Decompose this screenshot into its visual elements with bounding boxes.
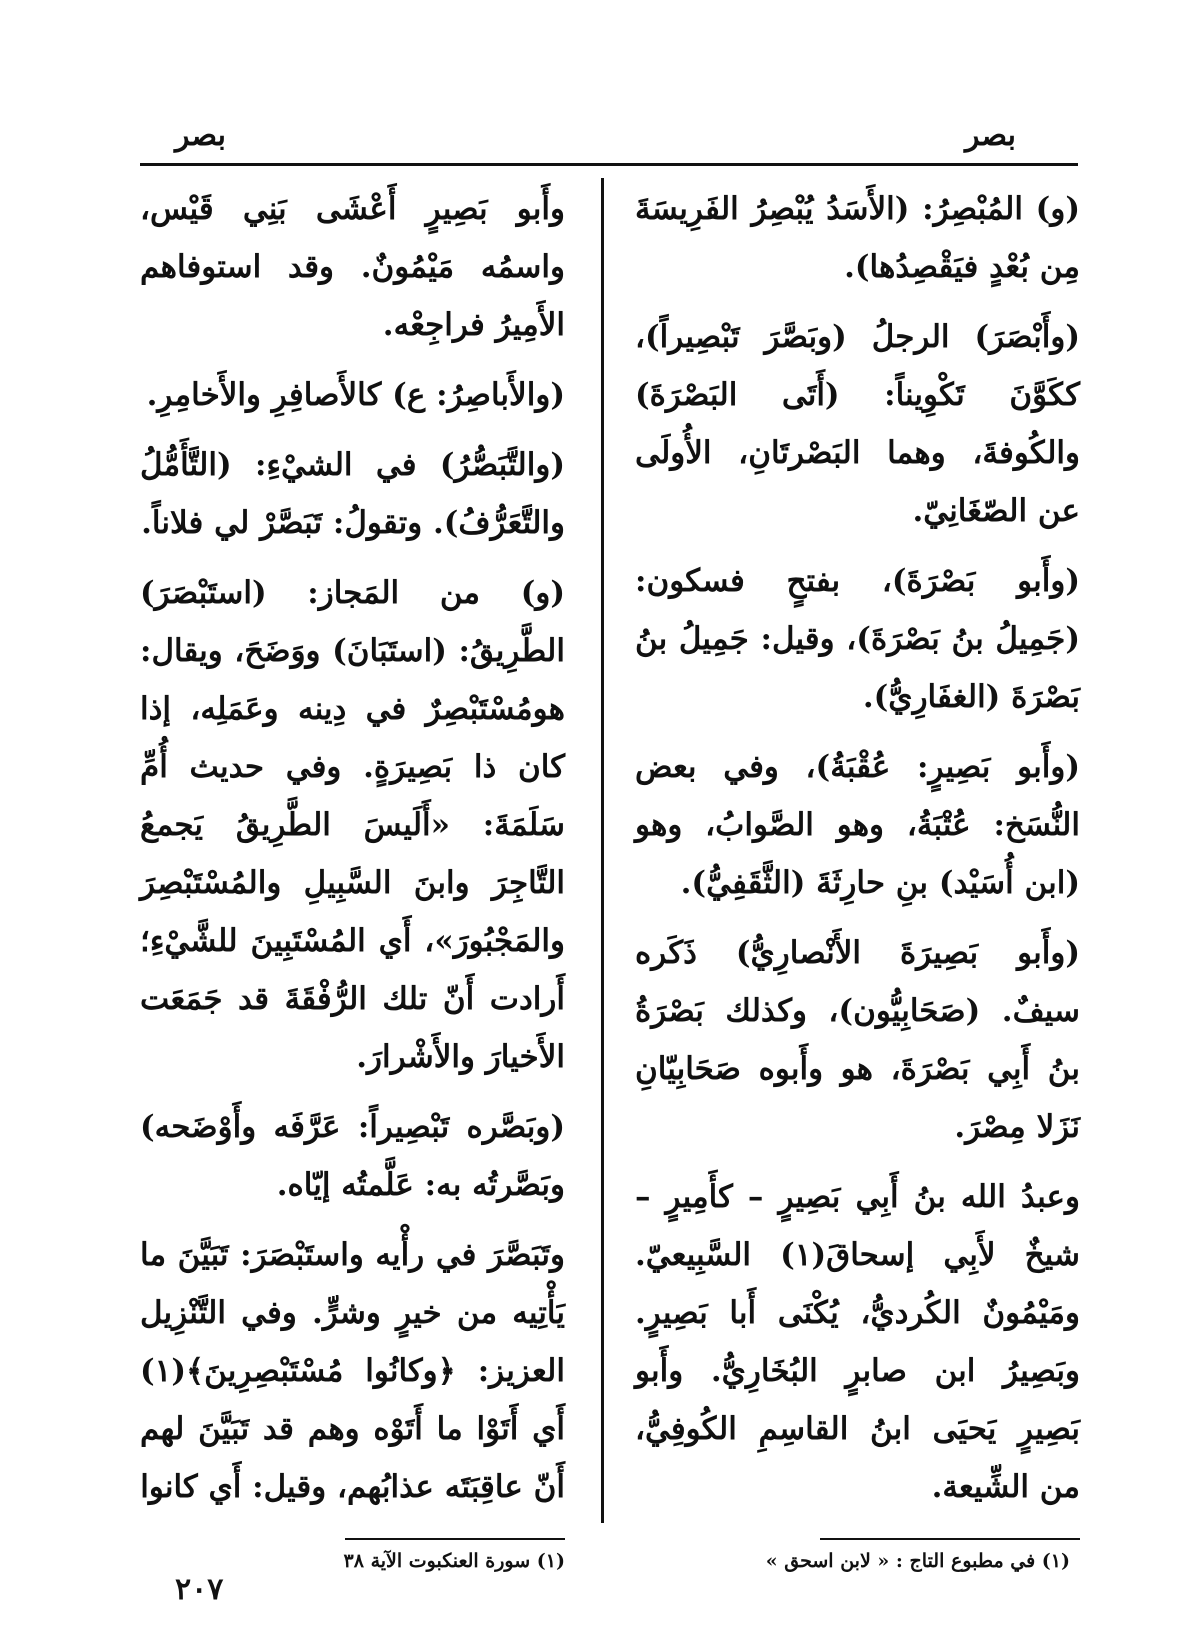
running-header-right: بصر: [965, 118, 1016, 153]
right-paragraph: (وأَبْصَرَ) الرجلُ (وبَصَّرَ تَبْصِيراً)، ككَوَّنَ تَكْوِيناً: (أَتَى البَصْرَةَ) والكُوفةَ، وهما البَصْرتَانِ، الأُولَى عن الصّغَانِيّ.: [635, 319, 1080, 529]
footnote-left: (١) سورة العنكبوت الآية ٣٨: [343, 1550, 565, 1572]
footnote-right: (١) في مطبوع التاج : « لابن اسحق »: [765, 1550, 1070, 1572]
column-divider: [601, 178, 604, 1523]
right-paragraph: (وأَبو بَصْرَةَ)، بفتحٍ فسكون: (جَمِيلُ بنُ بَصْرَةَ)، وقيل: جَمِيلُ بنُ بَصْرَةَ (الغفَارِيُّ).: [635, 563, 1080, 715]
left-paragraph: (و) من المَجاز: (استَبْصَرَ) الطَّرِيقُ: (استَبَانَ) ووَضَحَ، ويقال: هومُسْتَبْصِرٌ في دِينه وعَمَلِه، إذا كان ذا بَصِيرَةٍ. وفي حديث أُمِّ سَلَمَةَ: «أَلَيسَ الطَّرِيقُ يَجمعُ التَّاجِرَ وابنَ السَّبِيلِ والمُسْتَبْصِرَ والمَجْبُورَ»، أَي المُسْتَبِينَ للشَّيْءِ؛ أَرادت أَنّ تلك الرُّفْقَةَ قد جَمَعَت الأَخيارَ والأَشْرارَ.: [140, 575, 565, 1075]
left-column: [140, 180, 565, 1528]
left-paragraph: وأَبو بَصِيرٍ أَعْشَى بَنِي قَيْس، واسمُه مَيْمُونٌ. وقد استوفاهم الأَمِيرُ فراجِعْه.: [140, 191, 565, 343]
left-paragraph: (وبَصَّره تَبْصِيراً: عَرَّفَه وأَوْضَحه) وبَصَّرتُه به: عَلَّمتُه إيّاه.: [140, 1109, 565, 1203]
left-paragraph: (والتَّبَصُّرُ) في الشيْءِ: (التَّأَمُّلُ والتَّعَرُّفُ). وتقولُ: تَبَصَّرْ لي فلاناً.: [140, 447, 565, 541]
running-header-left: بصر: [175, 118, 226, 153]
right-column: [635, 180, 1080, 1528]
page-number: ٢٠٧: [175, 1572, 224, 1607]
right-paragraph: (وأَبو بَصِيرَةَ الأَنْصارِيُّ) ذَكَره سيفٌ. (صَحَابِيُّون)، وكذلك بَصْرَةُ بنُ أَبِي بَصْرَةَ، هو وأَبوه صَحَابِيّانِ نَزَلا مِصْرَ.: [635, 935, 1080, 1145]
footnote-rule-left: [345, 1538, 565, 1540]
header-rule: [140, 163, 1078, 166]
footnote-rule-right: [820, 1538, 1080, 1540]
right-paragraph: (وأَبو بَصِيرٍ: عُقْبَةُ)، وفي بعض النُّسَخ: عُتْبَةُ، وهو الصَّوابُ، وهو (ابن أُسَيْد) بنِ حارِثَةَ (الثَّقَفِيُّ).: [635, 749, 1080, 901]
left-paragraph: وتَبَصَّرَ في رأْيه واستَبْصَرَ: تَبَيَّنَ ما يَأْتِيه من خيرٍ وشرٍّ. وفي التَّنْزِيل العزيز: ﴿وكانُوا مُسْتَبْصِرِينَ﴾(١) أَي أَتَوْا ما أَتَوْه وهم قد تَبَيَّنَ لهم أَنّ عاقِبَتَه عذابُهم، وقيل: أَي كانوا: [140, 1237, 565, 1505]
right-paragraph: وعبدُ الله بنُ أَبِي بَصِيرٍ – كأَمِيرٍ – شيخٌ لأَبِي إسحاقَ(١) السَّبِيعيّ. ومَيْمُونٌ الكُرديُّ، يُكْنَى أَبا بَصِيرٍ. وبَصِيرُ ابن صابرٍ البُخَارِيُّ. وأَبو بَصِيرٍ يَحيَى ابنُ القاسِمِ الكُوفِيُّ، من الشِّيعة.: [635, 1179, 1080, 1505]
left-paragraph: (والأَباصِرُ: ع) كالأَصافِرِ والأَخامِرِ.: [146, 377, 565, 413]
right-paragraph: (و) المُبْصِرُ: (الأَسَدُ يُبْصِرُ الفَرِيسَةَ مِن بُعْدٍ فيَقْصِدُها).: [635, 191, 1080, 285]
